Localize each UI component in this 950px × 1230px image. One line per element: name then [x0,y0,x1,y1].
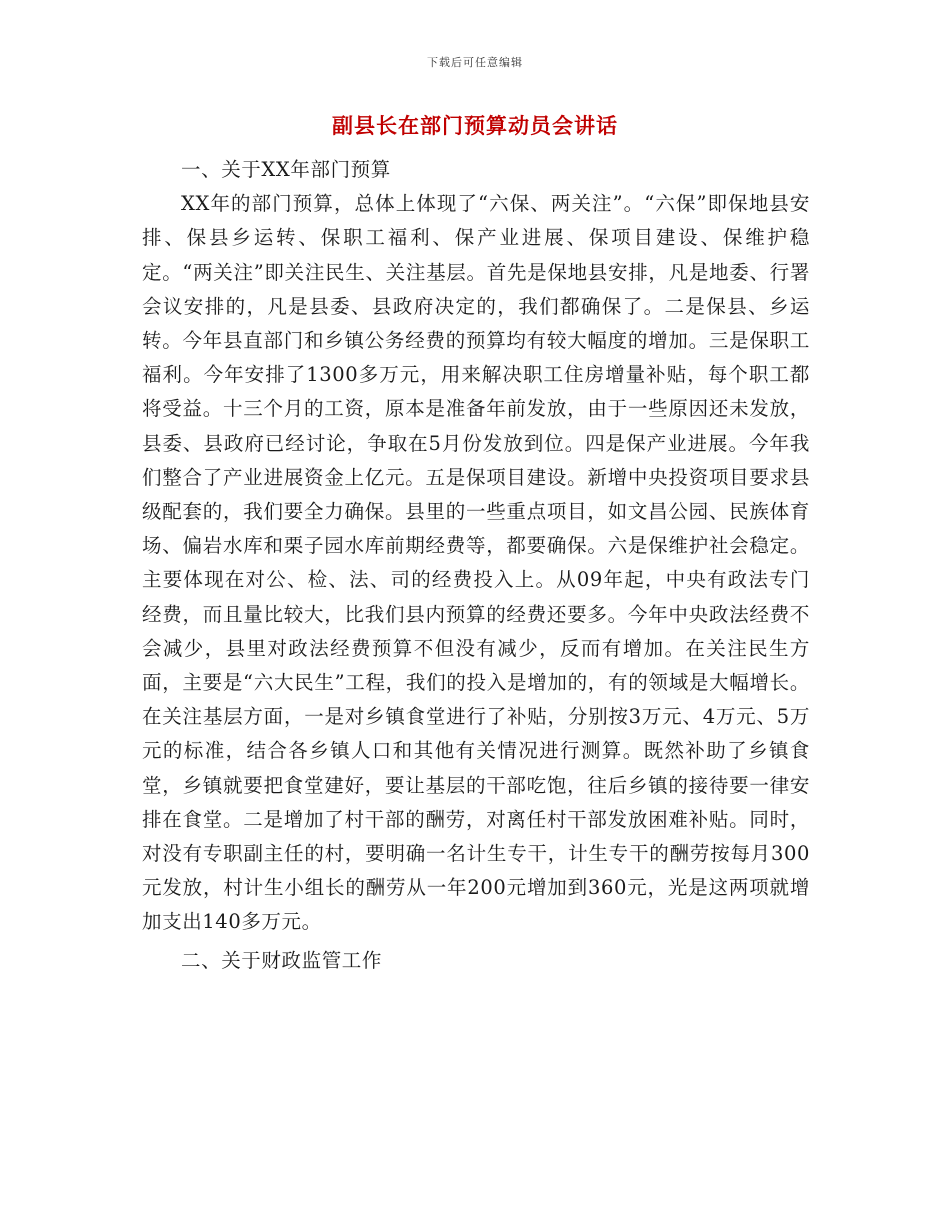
document-title: 副县长在部门预算动员会讲话 [332,113,618,138]
document-body [142,153,810,978]
header-note: 下载后可任意编辑 [427,56,523,69]
section-heading-2: 二、关于财政监管工作 [181,948,383,972]
section-paragraph-1: XX年的部门预算，总体上体现了“六保、两关注”。“六保”即保地县安排、保县乡运转、保职工福利、保产业进展、保项目建设、保维护稳定。“两关注”即关注民生、关注基层。首先是保地县安排，凡是地委、行署会议安排的，凡是县委、县政府决定的，我们都确保了。二是保县、乡运转。今年县直部门和乡镇公务经费的预算均有较大幅度的增加。三是保职工福利。今年安排了1300多万元，用来解决职工住房增量补贴，每个职工都将受益。十三个月的工资，原本是准备年前发放，由于一些原因还未发放，县委、县政府已经讨论，争取在5月份发放到位。四是保产业进展。今年我们整合了产业进展资金上亿元。五是保项目建设。新增中央投资项目要求县级配套的，我们要全力确保。县里的一些重点项目，如文昌公园、民族体育场、偏岩水库和栗子园水库前期经费等，都要确保。六是保维护社会稳定。主要体现在对公、检、法、司的经费投入上。从09年起，中央有政法专门经费，而且量比较大，比我们县内预算的经费还要多。今年中央政法经费不会减少，县里对政法经费预算不但没有减少，反而有增加。在关注民生方面，主要是“六大民生”工程，我们的投入是增加的，有的领域是大幅增长。在关注基层方面，一是对乡镇食堂进行了补贴，分别按3万元、4万元、5万元的标准，结合各乡镇人口和其他有关情况进行测算。既然补助了乡镇食堂，乡镇就要把食堂建好，要让基层的干部吃饱，往后乡镇的接待要一律安排在食堂。二是增加了村干部的酬劳，对离任村干部发放困难补贴。同时，对没有专职副主任的村，要明确一名计生专干，计生专干的酬劳按每月300元发放，村计生小组长的酬劳从一年200元增加到360元，光是这两项就增加支出140多万元。 [142,192,810,934]
section-heading-1: 一、关于XX年部门预算 [181,158,391,181]
